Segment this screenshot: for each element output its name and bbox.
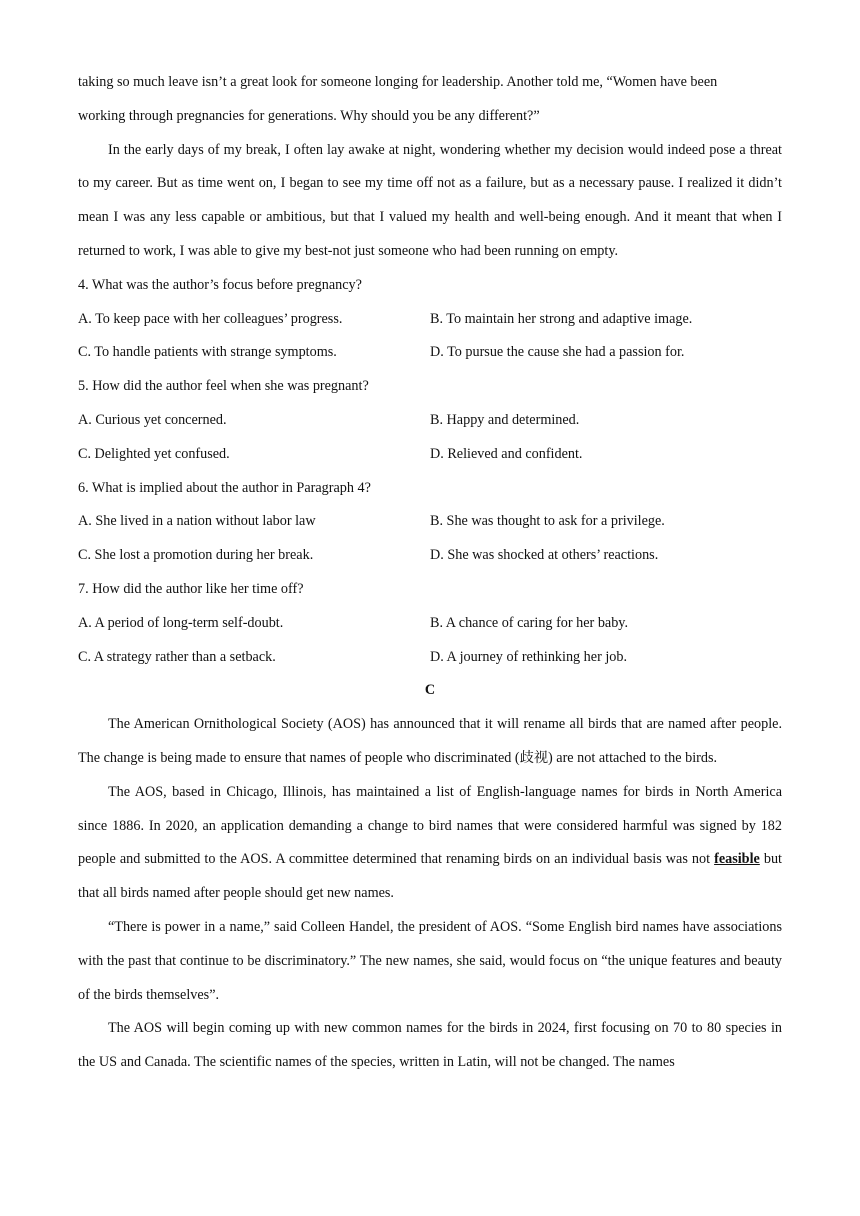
option-a: A. She lived in a nation without labor law: [78, 513, 316, 530]
option-row: [78, 607, 782, 641]
question-6: [78, 472, 782, 573]
passage-b-paragraph: In the early days of my break, I often lay awake at night, wondering whether my decision would indeed pose a threat to my career. But as time went on, I began to see my time off not as a failure, but as a necessary pause. I realized it didn’t mean I was any less capable or ambitious, but that I valued my health and well-being enough. And it meant that when I returned to work, I was able to give my best-not just someone who had been running on empty.: [78, 141, 782, 259]
option-row: [78, 539, 782, 573]
option-b: B. She was thought to ask for a privilege.: [430, 513, 665, 530]
passage-c-paragraph-1: The American Ornithological Society (AOS) has announced that it will rename all birds that are named after people. The change is being made to ensure that names of people who discriminated (歧视) are not attached to the birds.: [78, 716, 782, 766]
option-a: A. A period of long-term self-doubt.: [78, 614, 284, 631]
question-stem: 4. What was the author’s focus before pregnancy?: [78, 276, 362, 293]
section-heading-c: C: [424, 682, 436, 699]
option-d: D. She was shocked at others’ reactions.: [430, 547, 659, 564]
question-stem: 6. What is implied about the author in Paragraph 4?: [78, 479, 371, 496]
option-c: C. She lost a promotion during her break.: [78, 547, 314, 564]
option-row: [78, 404, 782, 438]
option-c: C. A strategy rather than a setback.: [78, 648, 276, 665]
passage-b-continued-line-1: taking so much leave isn’t a great look for someone longing for leadership. Another told me, “Women have been: [78, 74, 718, 90]
option-row: [78, 336, 782, 370]
passage-c-paragraph-3: “There is power in a name,” said Colleen Handel, the president of AOS. “Some English bird names have associations with the past that continue to be discriminatory.” The new names, she said, would focus on “the unique features and beauty of the birds themselves”.: [78, 918, 782, 1003]
passage-c-paragraph-4: The AOS will begin coming up with new common names for the birds in 2024, first focusing on 70 to 80 species in the US and Canada. The scientific names of the species, written in Latin, will not be changed. The names: [78, 1020, 782, 1071]
option-b: B. A chance of caring for her baby.: [430, 614, 629, 631]
option-row: [78, 438, 782, 472]
paragraph-text: but that all birds named after people should get new names.: [78, 851, 782, 902]
underlined-keyword: feasible: [714, 851, 760, 868]
option-b: B. Happy and determined.: [430, 411, 580, 428]
page-content: [78, 66, 782, 1080]
option-a: A. To keep pace with her colleagues’ progress.: [78, 310, 343, 327]
question-stem: 5. How did the author feel when she was pregnant?: [78, 378, 369, 395]
option-row: [78, 303, 782, 337]
option-b: B. To maintain her strong and adaptive image.: [430, 310, 693, 327]
question-7: [78, 573, 782, 674]
option-row: [78, 505, 782, 539]
passage-b-continued-line-2: working through pregnancies for generations. Why should you be any different?”: [78, 107, 540, 124]
option-d: D. Relieved and confident.: [430, 445, 583, 462]
question-stem: 7. How did the author like her time off?: [78, 580, 304, 597]
question-4: [78, 269, 782, 370]
option-c: C. To handle patients with strange symptoms.: [78, 344, 337, 361]
option-c: C. Delighted yet confused.: [78, 445, 230, 462]
option-a: A. Curious yet concerned.: [78, 411, 227, 428]
paragraph-text: The AOS, based in Chicago, Illinois, has maintained a list of English-language names for birds in North America since 1886. In 2020, an application demanding a change to bird names that were considered harmful was signed by 182 people and submitted to the AOS. A committee determined that renaming birds on an individual basis was not: [78, 783, 782, 868]
question-5: [78, 370, 782, 471]
option-d: D. A journey of rethinking her job.: [430, 648, 628, 665]
passage-c-paragraph-2: [78, 776, 782, 911]
option-d: D. To pursue the cause she had a passion for.: [430, 344, 685, 361]
option-row: [78, 641, 782, 675]
